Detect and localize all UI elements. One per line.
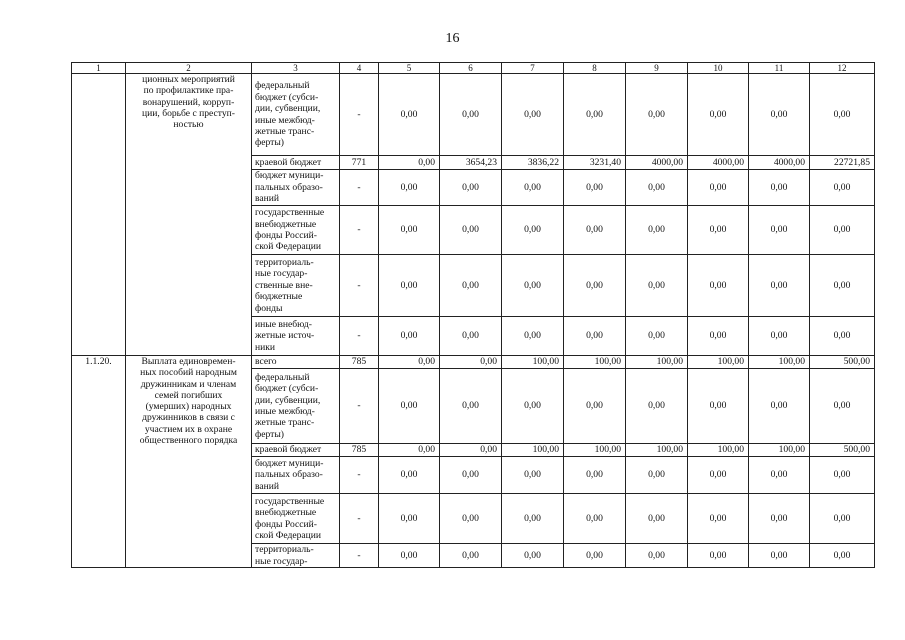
funding-source-line: пальных образо- [255, 469, 323, 481]
funding-source-cell [252, 255, 340, 317]
column-header-7: 7 [502, 63, 564, 74]
value-cell: 0,00 [440, 255, 502, 317]
value-cell: 0,00 [626, 255, 688, 317]
value-cell: 0,00 [810, 317, 875, 356]
funding-source-line: иные межбюд- [255, 406, 315, 417]
funding-source-line: бюджетные [255, 291, 303, 303]
funding-source-line: краевой бюджет [255, 444, 322, 456]
funding-source-cell [252, 156, 340, 170]
value-cell: 0,00 [749, 494, 810, 544]
funding-source-line: ской Федерации [255, 241, 322, 253]
value-cell: 100,00 [502, 356, 564, 369]
value-cell: 0,00 [379, 74, 440, 156]
value-cell: 0,00 [440, 369, 502, 444]
value-cell: 0,00 [626, 170, 688, 206]
value-cell: 0,00 [564, 317, 626, 356]
value-cell: 0,00 [379, 156, 440, 170]
value-cell: 100,00 [749, 356, 810, 369]
funding-source-line: федеральный [255, 371, 310, 383]
value-cell: 0,00 [502, 255, 564, 317]
value-cell: 0,00 [379, 494, 440, 544]
value-cell: 0,00 [440, 206, 502, 255]
value-cell: 0,00 [440, 170, 502, 206]
budget-table [71, 62, 875, 568]
description-line: дружинникам и членам [140, 378, 237, 390]
value-cell: 0,00 [564, 457, 626, 494]
description-line: вонарушений, корруп- [142, 96, 235, 108]
value-cell: 0,00 [440, 544, 502, 568]
description-line: ностью [173, 119, 204, 131]
value-cell: 100,00 [626, 444, 688, 457]
item-number-cell [72, 74, 126, 356]
value-cell: 0,00 [626, 369, 688, 444]
value-cell: 0,00 [440, 356, 502, 369]
funding-source-line: внебюджетные [255, 218, 317, 230]
value-cell: 100,00 [564, 356, 626, 369]
funding-source-line: жетные источ- [255, 330, 315, 342]
description-line: ционных мероприятий [142, 74, 235, 85]
value-cell: 100,00 [749, 444, 810, 457]
value-cell: 0,00 [810, 544, 875, 568]
value-cell: 0,00 [626, 494, 688, 544]
value-cell: 0,00 [379, 369, 440, 444]
value-cell: 100,00 [688, 444, 749, 457]
funding-source-line: фонды Россий- [255, 518, 317, 530]
value-cell: 0,00 [379, 255, 440, 317]
value-cell: 0,00 [440, 494, 502, 544]
value-cell: 3654,23 [440, 156, 502, 170]
value-cell: 0,00 [626, 457, 688, 494]
value-cell: 0,00 [810, 369, 875, 444]
value-cell: 0,00 [626, 206, 688, 255]
funding-source-line: ферты) [255, 137, 284, 149]
budget-code-cell: - [340, 457, 379, 494]
funding-source-cell [252, 494, 340, 544]
funding-source-line: фонды [255, 302, 283, 314]
funding-source-line: бюджет муници- [255, 170, 324, 182]
column-header-1: 1 [72, 63, 126, 74]
budget-code-cell: - [340, 74, 379, 156]
column-header-2: 2 [126, 63, 252, 74]
funding-source-cell [252, 544, 340, 568]
value-cell: 0,00 [688, 369, 749, 444]
value-cell: 0,00 [379, 206, 440, 255]
column-header-10: 10 [688, 63, 749, 74]
description-line: семей погибших [154, 389, 223, 401]
value-cell: 0,00 [688, 74, 749, 156]
funding-source-line: федеральный [255, 80, 310, 92]
funding-source-line: ные государ- [255, 268, 308, 280]
value-cell: 0,00 [626, 317, 688, 356]
column-header-11: 11 [749, 63, 810, 74]
column-header-4: 4 [340, 63, 379, 74]
value-cell: 0,00 [502, 317, 564, 356]
value-cell: 0,00 [810, 457, 875, 494]
budget-code-cell: 785 [340, 356, 379, 369]
value-cell: 0,00 [379, 457, 440, 494]
value-cell: 0,00 [688, 170, 749, 206]
value-cell: 0,00 [688, 317, 749, 356]
funding-source-line: дии, субвенции, [255, 394, 321, 406]
column-header-12: 12 [810, 63, 875, 74]
value-cell: 0,00 [379, 444, 440, 457]
funding-source-line: всего [255, 356, 277, 368]
value-cell: 500,00 [810, 444, 875, 457]
funding-source-cell [252, 444, 340, 457]
description-line: Выплата единовремен- [141, 356, 236, 367]
value-cell: 0,00 [502, 170, 564, 206]
funding-source-line: ваний [255, 193, 280, 205]
budget-code-cell: - [340, 544, 379, 568]
funding-source-line: бюджет (субси- [255, 383, 319, 395]
funding-source-line: ные государ- [255, 555, 308, 567]
column-header-5: 5 [379, 63, 440, 74]
value-cell: 0,00 [502, 457, 564, 494]
item-description-cell [126, 74, 252, 356]
value-cell: 0,00 [502, 544, 564, 568]
budget-code-cell: - [340, 170, 379, 206]
value-cell: 4000,00 [688, 156, 749, 170]
table-row [72, 74, 875, 156]
value-cell: 100,00 [626, 356, 688, 369]
value-cell: 0,00 [688, 206, 749, 255]
value-cell: 0,00 [440, 317, 502, 356]
budget-code-cell: - [340, 369, 379, 444]
funding-source-line: ственные вне- [255, 279, 313, 291]
funding-source-cell [252, 356, 340, 369]
page-number: 16 [445, 31, 460, 46]
value-cell: 0,00 [749, 369, 810, 444]
value-cell: 0,00 [502, 494, 564, 544]
value-cell: 0,00 [564, 206, 626, 255]
value-cell: 4000,00 [626, 156, 688, 170]
funding-source-cell [252, 206, 340, 255]
value-cell: 0,00 [749, 317, 810, 356]
value-cell: 0,00 [810, 206, 875, 255]
value-cell: 0,00 [749, 544, 810, 568]
budget-code-cell: - [340, 317, 379, 356]
funding-source-line: ваний [255, 480, 280, 492]
budget-code-cell: 771 [340, 156, 379, 170]
funding-source-cell [252, 170, 340, 206]
value-cell: 3231,40 [564, 156, 626, 170]
value-cell: 0,00 [810, 255, 875, 317]
value-cell: 0,00 [564, 369, 626, 444]
funding-source-line: территориаль- [255, 256, 314, 268]
value-cell: 100,00 [502, 444, 564, 457]
value-cell: 0,00 [810, 494, 875, 544]
description-line: общественного порядка [139, 435, 238, 447]
table-row [72, 356, 875, 369]
funding-source-line: иные внебюд- [255, 318, 312, 330]
value-cell: 4000,00 [749, 156, 810, 170]
value-cell: 0,00 [440, 444, 502, 457]
value-cell: 0,00 [749, 255, 810, 317]
value-cell: 0,00 [626, 544, 688, 568]
funding-source-line: иные межбюд- [255, 114, 315, 126]
value-cell: 0,00 [502, 369, 564, 444]
column-header-6: 6 [440, 63, 502, 74]
funding-source-line: бюджет муници- [255, 457, 324, 469]
column-header-8: 8 [564, 63, 626, 74]
description-line: участием их в охране [144, 423, 233, 435]
value-cell: 0,00 [379, 544, 440, 568]
funding-source-line: краевой бюджет [255, 156, 322, 168]
funding-source-line: внебюджетные [255, 507, 317, 519]
budget-code-cell: 785 [340, 444, 379, 457]
description-line: по профилактике пра- [143, 85, 234, 97]
funding-source-line: территориаль- [255, 544, 314, 556]
value-cell: 0,00 [810, 170, 875, 206]
description-line: ных пособий народным [140, 367, 237, 379]
funding-source-line: бюджет (субси- [255, 91, 319, 103]
value-cell: 0,00 [688, 457, 749, 494]
value-cell: 0,00 [749, 206, 810, 255]
funding-source-line: государственные [255, 207, 325, 219]
column-header-9: 9 [626, 63, 688, 74]
value-cell: 0,00 [502, 206, 564, 255]
value-cell: 0,00 [564, 255, 626, 317]
value-cell: 100,00 [564, 444, 626, 457]
value-cell: 0,00 [749, 170, 810, 206]
value-cell: 0,00 [440, 457, 502, 494]
budget-code-cell: - [340, 206, 379, 255]
budget-code-cell: - [340, 494, 379, 544]
column-header-row [72, 63, 875, 74]
value-cell: 0,00 [564, 74, 626, 156]
value-cell: 100,00 [688, 356, 749, 369]
value-cell: 0,00 [379, 317, 440, 356]
funding-source-cell [252, 369, 340, 444]
value-cell: 0,00 [564, 494, 626, 544]
item-description-cell [126, 356, 252, 568]
funding-source-line: фонды Россий- [255, 230, 317, 241]
value-cell: 0,00 [440, 74, 502, 156]
value-cell: 0,00 [564, 544, 626, 568]
funding-source-line: дии, субвенции, [255, 103, 321, 115]
column-header-3: 3 [252, 63, 340, 74]
value-cell: 3836,22 [502, 156, 564, 170]
value-cell: 500,00 [810, 356, 875, 369]
item-number-cell: 1.1.20. [72, 356, 126, 568]
value-cell: 0,00 [564, 170, 626, 206]
value-cell: 0,00 [749, 74, 810, 156]
funding-source-line: ской Федерации [255, 529, 322, 541]
description-line: дружинников в связи с [142, 412, 235, 424]
value-cell: 0,00 [688, 255, 749, 317]
funding-source-line: жетные транс- [255, 125, 315, 137]
budget-code-cell: - [340, 255, 379, 317]
value-cell: 0,00 [379, 356, 440, 369]
description-line: ции, борьбе с преступ- [142, 107, 235, 119]
value-cell: 0,00 [688, 494, 749, 544]
funding-source-cell [252, 74, 340, 156]
value-cell: 0,00 [626, 74, 688, 156]
funding-source-line: пальных образо- [255, 181, 323, 193]
value-cell: 0,00 [810, 74, 875, 156]
funding-source-line: ферты) [255, 428, 284, 440]
description-line: (умерших) народных [145, 401, 232, 413]
value-cell: 0,00 [749, 457, 810, 494]
value-cell: 0,00 [502, 74, 564, 156]
funding-source-line: ники [255, 341, 276, 353]
funding-source-cell [252, 457, 340, 494]
funding-source-cell [252, 317, 340, 356]
funding-source-line: жетные транс- [255, 417, 315, 429]
funding-source-line: государственные [255, 495, 325, 507]
value-cell: 0,00 [688, 544, 749, 568]
value-cell: 22721,85 [810, 156, 875, 170]
value-cell: 0,00 [379, 170, 440, 206]
